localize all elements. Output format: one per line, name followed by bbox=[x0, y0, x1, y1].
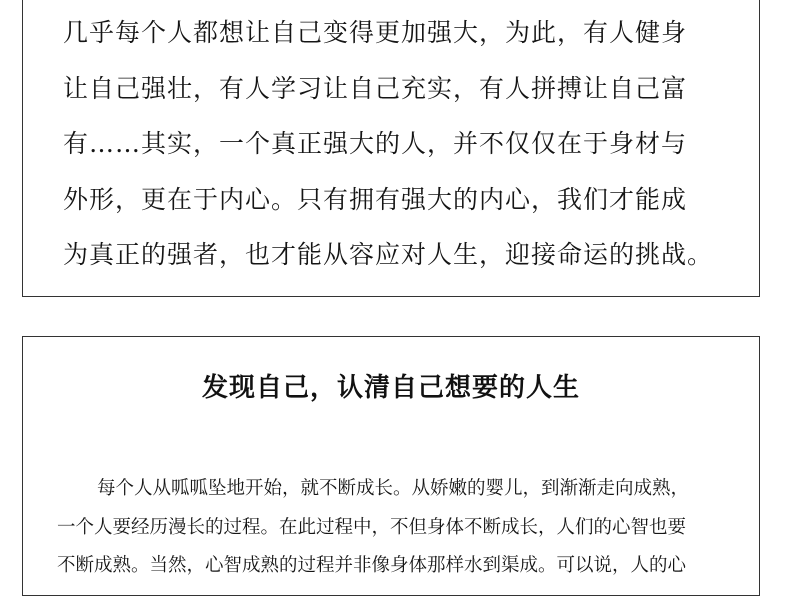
section-paragraph bbox=[57, 470, 689, 586]
intro-text-box bbox=[22, 0, 760, 297]
section-box bbox=[22, 336, 760, 596]
intro-line-4: 外形，更在于内心。只有拥有强大的内心，我们才能成 bbox=[63, 184, 688, 214]
section-line-2: 一个人要经历漫长的过程。在此过程中，不但身体不断成长，人们的心智也要 bbox=[57, 516, 687, 538]
section-line-3: 不断成熟。当然，心智成熟的过程并非像身体那样水到渠成。可以说，人的心 bbox=[57, 555, 687, 576]
section-title: 发现自己，认清自己想要的人生 bbox=[201, 373, 580, 403]
intro-line-3: 有……其实，一个真正强大的人，并不仅仅在于身材与 bbox=[63, 129, 688, 158]
intro-line-2: 让自己强壮，有人学习让自己充实，有人拼搏让自己富 bbox=[63, 73, 688, 103]
intro-line-1: 几乎每个人都想让自己变得更加强大，为此，有人健身 bbox=[63, 18, 688, 47]
intro-line-5: 为真正的强者，也才能从容应对人生，迎接命运的挑战。 bbox=[63, 240, 714, 269]
section-line-1: 每个人从呱呱坠地开始，就不断成长。从娇嫩的婴儿，到渐渐走向成熟， bbox=[97, 478, 690, 499]
intro-paragraph bbox=[63, 5, 713, 283]
